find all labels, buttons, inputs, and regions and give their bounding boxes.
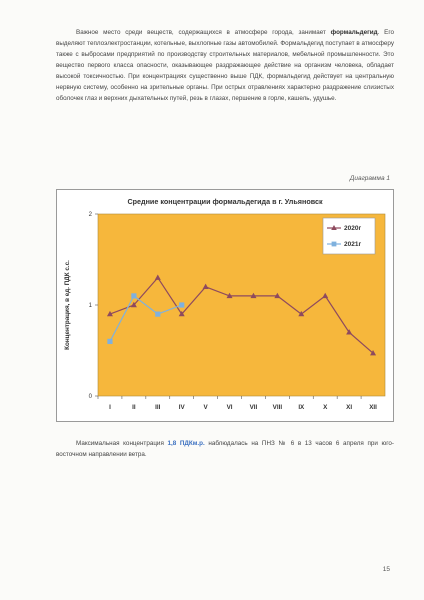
y-axis-label: Концентрация, в ед. ПДК с.с. xyxy=(64,260,71,350)
x-tick-label: VIII xyxy=(272,404,283,411)
page-number: 15 xyxy=(382,566,390,573)
paragraph-formaldehyde-intro xyxy=(56,27,394,104)
y-tick-label: 0 xyxy=(88,394,92,400)
data-point-square xyxy=(107,339,112,344)
x-tick-label: VII xyxy=(249,404,258,411)
paragraph-intro-text-cont: . Его выделяют теплоэлектростанции, котельные, выхлопные газы автомобилей. Формальдегид поступает в атмосферу также с выбросами предприятий по производству строительных материалов, мебельной промышленности. Это вещество первого класса опасности, оказывающее раздражающее действие на организм человека, обладает высокой токсичностью. При концентрациях существенно выше ПДК, формальдегид действует на центральную нервную систему, особенно на зрительные органы. При острых отравлениях характерно раздражение слизистых оболочек глаз и верхних дыхательных путей, резь в глазах, першение в горле, кашель, удушье. xyxy=(56,29,394,102)
chart-legend xyxy=(323,218,375,254)
formaldehyde-term: формальдегид xyxy=(330,29,378,36)
legend-marker-square xyxy=(332,242,337,247)
x-tick-label: IX xyxy=(298,404,305,411)
data-point-square xyxy=(131,293,136,298)
figure-caption: Диаграмма 1 xyxy=(349,175,390,182)
line-chart xyxy=(57,190,393,421)
y-tick-label: 2 xyxy=(88,212,92,218)
x-axis-ticks xyxy=(98,396,377,411)
max-concentration-value: 1,8 ПДКм.р. xyxy=(167,440,205,447)
legend-box xyxy=(323,218,375,254)
chart-frame xyxy=(56,189,394,422)
x-tick-label: XI xyxy=(346,404,353,411)
chart-title: Средние концентрации формальдегида в г. Ульяновск xyxy=(127,197,323,206)
y-axis-ticks xyxy=(89,212,98,400)
x-tick-label: XII xyxy=(369,404,377,411)
legend-label: 2021г xyxy=(344,241,362,249)
y-tick-label: 1 xyxy=(88,303,92,309)
x-tick-label: V xyxy=(203,404,208,411)
paragraph-max-text: Максимальная концентрация xyxy=(76,440,168,447)
data-point-square xyxy=(179,302,184,307)
data-point-square xyxy=(155,312,160,317)
paragraph-intro-text: Важное место среди веществ, содержащихся в атмосфере города, занимает xyxy=(76,29,331,36)
x-tick-label: III xyxy=(155,404,161,411)
legend-label: 2020г xyxy=(344,225,362,233)
x-tick-label: II xyxy=(132,404,136,411)
x-tick-label: VI xyxy=(226,404,233,411)
x-tick-label: IV xyxy=(178,404,185,411)
paragraph-max-text-cont: наблюдалась на ПНЗ № 6 в 13 часов 6 апреля при юго-восточном направлении ветра. xyxy=(56,440,394,458)
paragraph-max-concentration xyxy=(56,438,394,460)
x-tick-label: I xyxy=(109,404,111,411)
x-tick-label: X xyxy=(323,404,328,411)
